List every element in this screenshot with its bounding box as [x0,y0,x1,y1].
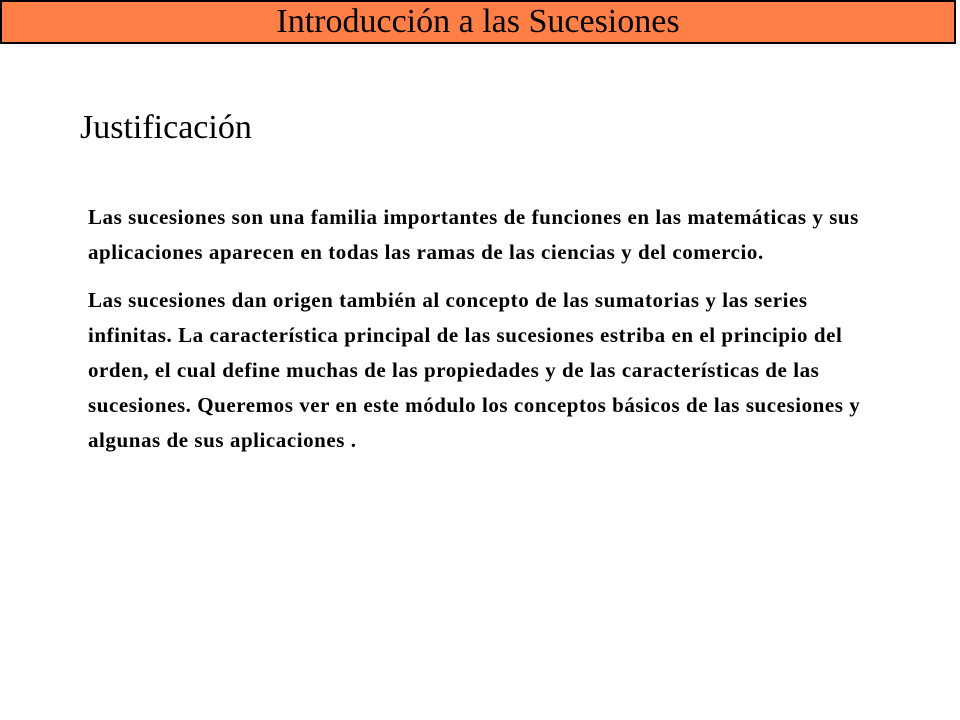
body-text [88,200,888,458]
paragraph-intro: Las sucesiones son una familia importantes de funciones en las matemáticas y sus aplicaciones aparecen en todas las ramas de las ciencias y del comercio. [88,205,859,264]
section-heading: Justificación [80,109,252,146]
title-bar [0,0,956,44]
slide-title: Introducción a las Sucesiones [276,3,680,40]
paragraph-details: Las sucesiones dan origen también al concepto de las sumatorias y las series infinitas. La característica principal de las sucesiones estriba en el principio del orden, el cual define muchas de las propiedades y de las características de las sucesiones. Queremos ver en este módulo los conceptos básicos de las sucesiones y algunas de sus aplicaciones . [88,288,861,452]
